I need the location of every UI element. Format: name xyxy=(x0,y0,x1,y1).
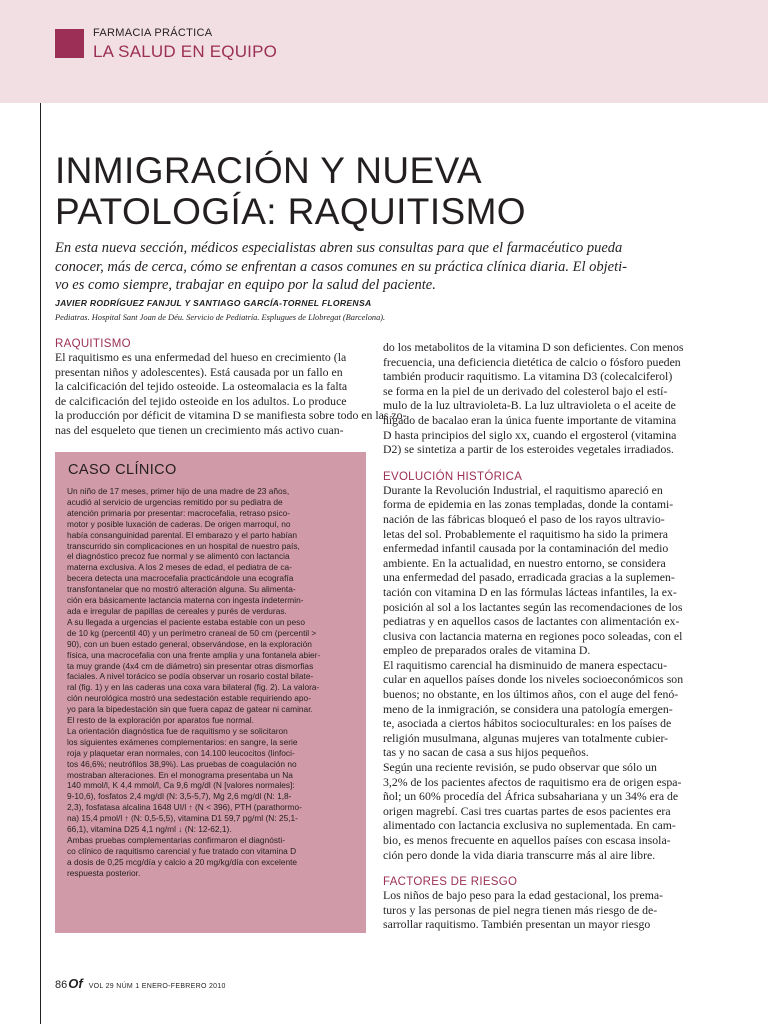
text-line: na) 15,4 pmol/l ↑ (N: 0,5-5,5), vitamina D1 59,7 pg/ml (N: 25,1- xyxy=(67,813,298,824)
text-line: ada e irregular de papillas de cereales y purés de verduras. xyxy=(67,605,287,616)
lead-line: En esta nueva sección, médicos especialistas abren sus consultas para que el farmacéutico pueda xyxy=(55,240,623,256)
text-line: La orientación diagnóstica fue de raquitismo y se solicitaron xyxy=(67,725,288,736)
section-color-square xyxy=(55,29,84,58)
text-line: forma de epidemia en las zonas templadas, donde la contami- xyxy=(383,497,674,512)
text-line: Durante la Revolución Industrial, el raquitismo apareció en xyxy=(383,482,663,497)
section-heading-raquitismo: RAQUITISMO xyxy=(55,338,131,350)
text-line: presentan niños y adolescentes). Está causada por un fallo en xyxy=(55,364,343,379)
text-line: A su llegada a urgencias el paciente estaba estable con un peso xyxy=(67,616,305,627)
text-line: motor y posible luxación de caderas. De origen marroquí, no xyxy=(67,518,291,529)
author-affiliation: Pediatras. Hospital Sant Joan de Déu. Servicio de Pediatría. Esplugues de Llobregat (Barcelona). xyxy=(55,313,386,322)
text-line: ción neurológica mostró una sedestación estable requiriendo apo- xyxy=(67,693,311,704)
margin-rule xyxy=(40,103,41,1024)
text-line: 66,1), vitamina D25 4,1 ng/ml ↓ (N: 12-62,1). xyxy=(67,824,232,835)
article-authors: JAVIER RODRÍGUEZ FANJUL Y SANTIAGO GARCÍA-TORNEL FLORENSA xyxy=(55,298,372,308)
right-column xyxy=(383,340,695,932)
title-line: INMIGRACIÓN Y NUEVA xyxy=(55,150,483,191)
page-number: 86 xyxy=(55,979,68,991)
header-section-title: LA SALUD EN EQUIPO xyxy=(93,42,278,61)
text-line: Un niño de 17 meses, primer hijo de una madre de 23 años, xyxy=(67,486,290,496)
text-line: nas del esqueleto que tienen un crecimiento más activo cuan- xyxy=(55,422,344,437)
text-line: había consanguinidad parental. El embarazo y el parto habían xyxy=(67,529,298,540)
text-line: yo para la bipedestación sin que fuera capaz de gatear ni caminar. xyxy=(67,704,313,715)
text-line: posición al sol a los lactantes según las recomendaciones de los xyxy=(383,599,683,614)
text-line: nación de las fábricas bloqueó el paso de los rayos ultravio- xyxy=(383,511,665,526)
text-line: cular en aquellos países donde los niveles socioeconómicos son xyxy=(383,672,684,687)
factores-text xyxy=(383,888,695,932)
text-line: origen magrebí. Casi tres cuartas partes de esos pacientes era xyxy=(383,803,671,818)
text-line: ción pero donde la vida diaria transcurre más al aire libre. xyxy=(383,847,656,862)
article-title xyxy=(55,150,735,232)
section-heading-factores: FACTORES DE RIESGO xyxy=(383,876,518,889)
intro-text xyxy=(383,340,695,457)
text-line: bio, es menos frecuente en aquellos países con escasa insola- xyxy=(383,833,671,847)
text-line: te, asociada a ciertos hábitos socioculturales: en los países de xyxy=(383,716,672,731)
text-line: también producir raquitismo. La vitamina D3 (colecalciferol) xyxy=(383,369,673,384)
text-line: la producción por déficit de vitamina D se manifiesta sobre todo en las zo- xyxy=(55,408,407,423)
text-line: roja y plaquetar eran normales, con 14.100 leucocitos (linfoci- xyxy=(67,747,295,758)
text-line: ral (fig. 1) y en las caderas una coxa vara bilateral (fig. 2). La valora- xyxy=(67,682,320,693)
text-line: de 10 kg (percentil 40) y un perímetro craneal de 50 cm (percentil > xyxy=(67,627,317,638)
text-line: tas y no sacan de casa a sus hijos pequeños. xyxy=(383,745,589,760)
text-line: Según una reciente revisión, se pudo observar que sólo un xyxy=(383,760,657,775)
text-line: mulo de la luz ultravioleta-B. La luz ultravioleta o el aceite de xyxy=(383,398,676,413)
text-line: 2,3), fosfatasa alcalina 1648 UI/l ↑ (N < 396), PTH (parathormo- xyxy=(67,802,302,813)
text-line: El raquitismo es una enfermedad del hueso en crecimiento (la xyxy=(55,350,347,364)
text-line: ta muy grande (4x4 cm de diámetro) sin presentar otras dismorfias xyxy=(67,660,314,671)
text-line: se forma en la piel de un derivado del colesterol bajo el estí- xyxy=(383,383,668,398)
text-line: respuesta posterior. xyxy=(67,867,141,878)
text-line: letas del sol. Probablemente el raquitismo ha sido la primera xyxy=(383,526,669,541)
text-line: frecuencia, una deficiencia dietética de calcio o fósforo pueden xyxy=(383,354,681,369)
text-line: el diagnóstico precoz fue normal y se alimentó con lactancia xyxy=(67,551,290,562)
raquitismo-text xyxy=(55,350,407,438)
header-kicker: FARMACIA PRÁCTICA xyxy=(93,27,213,39)
text-line: transcurrido sin complicaciones en un hospital de nuestro país, xyxy=(67,540,300,551)
text-line: El resto de la exploración por aparatos fue normal. xyxy=(67,715,254,726)
text-line: ción era básicamente lactancia materna con ingesta indetermin- xyxy=(67,595,304,606)
page-footer xyxy=(55,975,226,993)
text-line: 90), con un buen estado general, observándose, en la exploración xyxy=(67,638,312,649)
text-line: alimentado con lactancia exclusiva no suplementada. En cam- xyxy=(383,818,676,833)
evolucion-text xyxy=(383,483,695,862)
text-line: a dosis de 0,25 mcg/día y calcio a 20 mg/kg/día con excelente xyxy=(67,856,298,867)
text-line: acudió al servicio de urgencias remitido por su pediatra de xyxy=(67,496,283,507)
text-line: los siguientes exámenes complementarios: en sangre, la serie xyxy=(67,736,298,747)
left-column xyxy=(55,338,407,438)
text-line: tación con vitamina D en las fórmulas lácteas infantiles, la ex- xyxy=(383,584,677,599)
text-line: religión musulmana, algunas mujeres van totalmente cubier- xyxy=(383,730,669,745)
text-line: D hasta principios del siglo xx, cuando el ergosterol (vitamina xyxy=(383,427,677,442)
text-line: la calcificación del tejido osteoide. La osteomalacia es la falta xyxy=(55,379,348,394)
text-line: física, una macrocefalia con una frente amplia y una fontanela abier- xyxy=(67,649,321,660)
text-line: ambiente. En la actualidad, en nuestro entorno, se considera xyxy=(383,555,666,570)
text-line: hígado de bacalao eran la única fuente importante de vitamina xyxy=(383,412,677,427)
text-line: enfermedad infantil causada por la contaminación del medio xyxy=(383,541,669,556)
text-line: becera detecta una macrocefalia practicándole una ecografía xyxy=(67,573,294,584)
text-line: clusiva con lactancia materna en regiones poco soleadas, con el xyxy=(383,628,683,643)
case-study-box xyxy=(55,452,366,933)
text-line: tos 46,6%; neutrófilos 38,9%). Las pruebas de coagulación no xyxy=(67,758,297,769)
text-line: materna exclusiva. A los 2 meses de edad, el pediatra de ca- xyxy=(67,562,292,573)
text-line: de calcificación del tejido osteoide en los adultos. Lo produce xyxy=(55,393,347,408)
lead-line: conocer, más de cerca, cómo se enfrentan a casos comunes en su práctica clínica diaria. El objeti- xyxy=(55,258,627,275)
text-line: meno de la inmigración, se considera una patología emergen- xyxy=(383,701,673,716)
text-line: do los metabolitos de la vitamina D son deficientes. Con menos xyxy=(383,340,684,354)
text-line: co clínico de raquitismo carencial y fue tratado con vitamina D xyxy=(67,845,297,856)
text-line: transfontanelar que no mostró alteración alguna. Su alimenta- xyxy=(67,584,296,595)
text-line: mostraban alteraciones. En el monograma presentaba un Na xyxy=(67,769,293,780)
text-line: 3,2% de los pacientes afectos de raquitismo era de origen espa- xyxy=(383,774,682,789)
text-line: buenos; no obstante, en los últimos años, con el auge del fenó- xyxy=(383,687,679,702)
case-study-text xyxy=(67,486,357,879)
text-line: ñol; un 60% procedía del África subsahariana y un 34% era de xyxy=(383,789,679,804)
issue-info: VOL 29 NÚM 1 ENERO-FEBRERO 2010 xyxy=(88,983,226,990)
text-line: pediatras y en aquellos casos de lactantes con alimentación ex- xyxy=(383,614,680,629)
case-study-heading: CASO CLÍNICO xyxy=(68,462,177,478)
magazine-logo: Of xyxy=(68,976,83,991)
text-line: El raquitismo carencial ha disminuido de manera espectacu- xyxy=(383,657,667,672)
article-lead xyxy=(55,239,715,295)
text-line: una enfermedad del pasado, erradicada gracias a la suplemen- xyxy=(383,570,675,585)
title-line: PATOLOGÍA: RAQUITISMO xyxy=(55,191,526,232)
section-heading-evolucion: EVOLUCIÓN HISTÓRICA xyxy=(383,470,523,483)
text-line: turos y las personas de piel negra tienen más riesgo de de- xyxy=(383,902,658,917)
text-line: Los niños de bajo peso para la edad gestacional, los prema- xyxy=(383,888,664,903)
text-line: empleo de preparados orales de vitamina D. xyxy=(383,643,591,658)
text-line: faciales. A nivel torácico se podía observar un rosario costal bilate- xyxy=(67,671,314,682)
text-line: atención primaria por presentar: macrocefalia, retraso psico- xyxy=(67,507,291,518)
lead-line: vo es como siempre, trabajar en equipo por la salud del paciente. xyxy=(55,277,436,293)
text-line: D2) se sintetiza a partir de los esteroides vegetales irradiados. xyxy=(383,442,674,457)
text-line: Ambas pruebas complementarias confirmaron el diagnósti- xyxy=(67,835,285,845)
text-line: 9-10,6), fosfatos 2,4 mg/dl (N: 3,5-5,7), Mg 2,6 mg/dl (N: 1,8- xyxy=(67,791,292,802)
text-line: sarrollar raquitismo. También presentan un mayor riesgo xyxy=(383,917,651,932)
text-line: 140 mmol/l, K 4,4 mmol/l, Ca 9,6 mg/dl (N [valores normales]: xyxy=(67,780,295,791)
